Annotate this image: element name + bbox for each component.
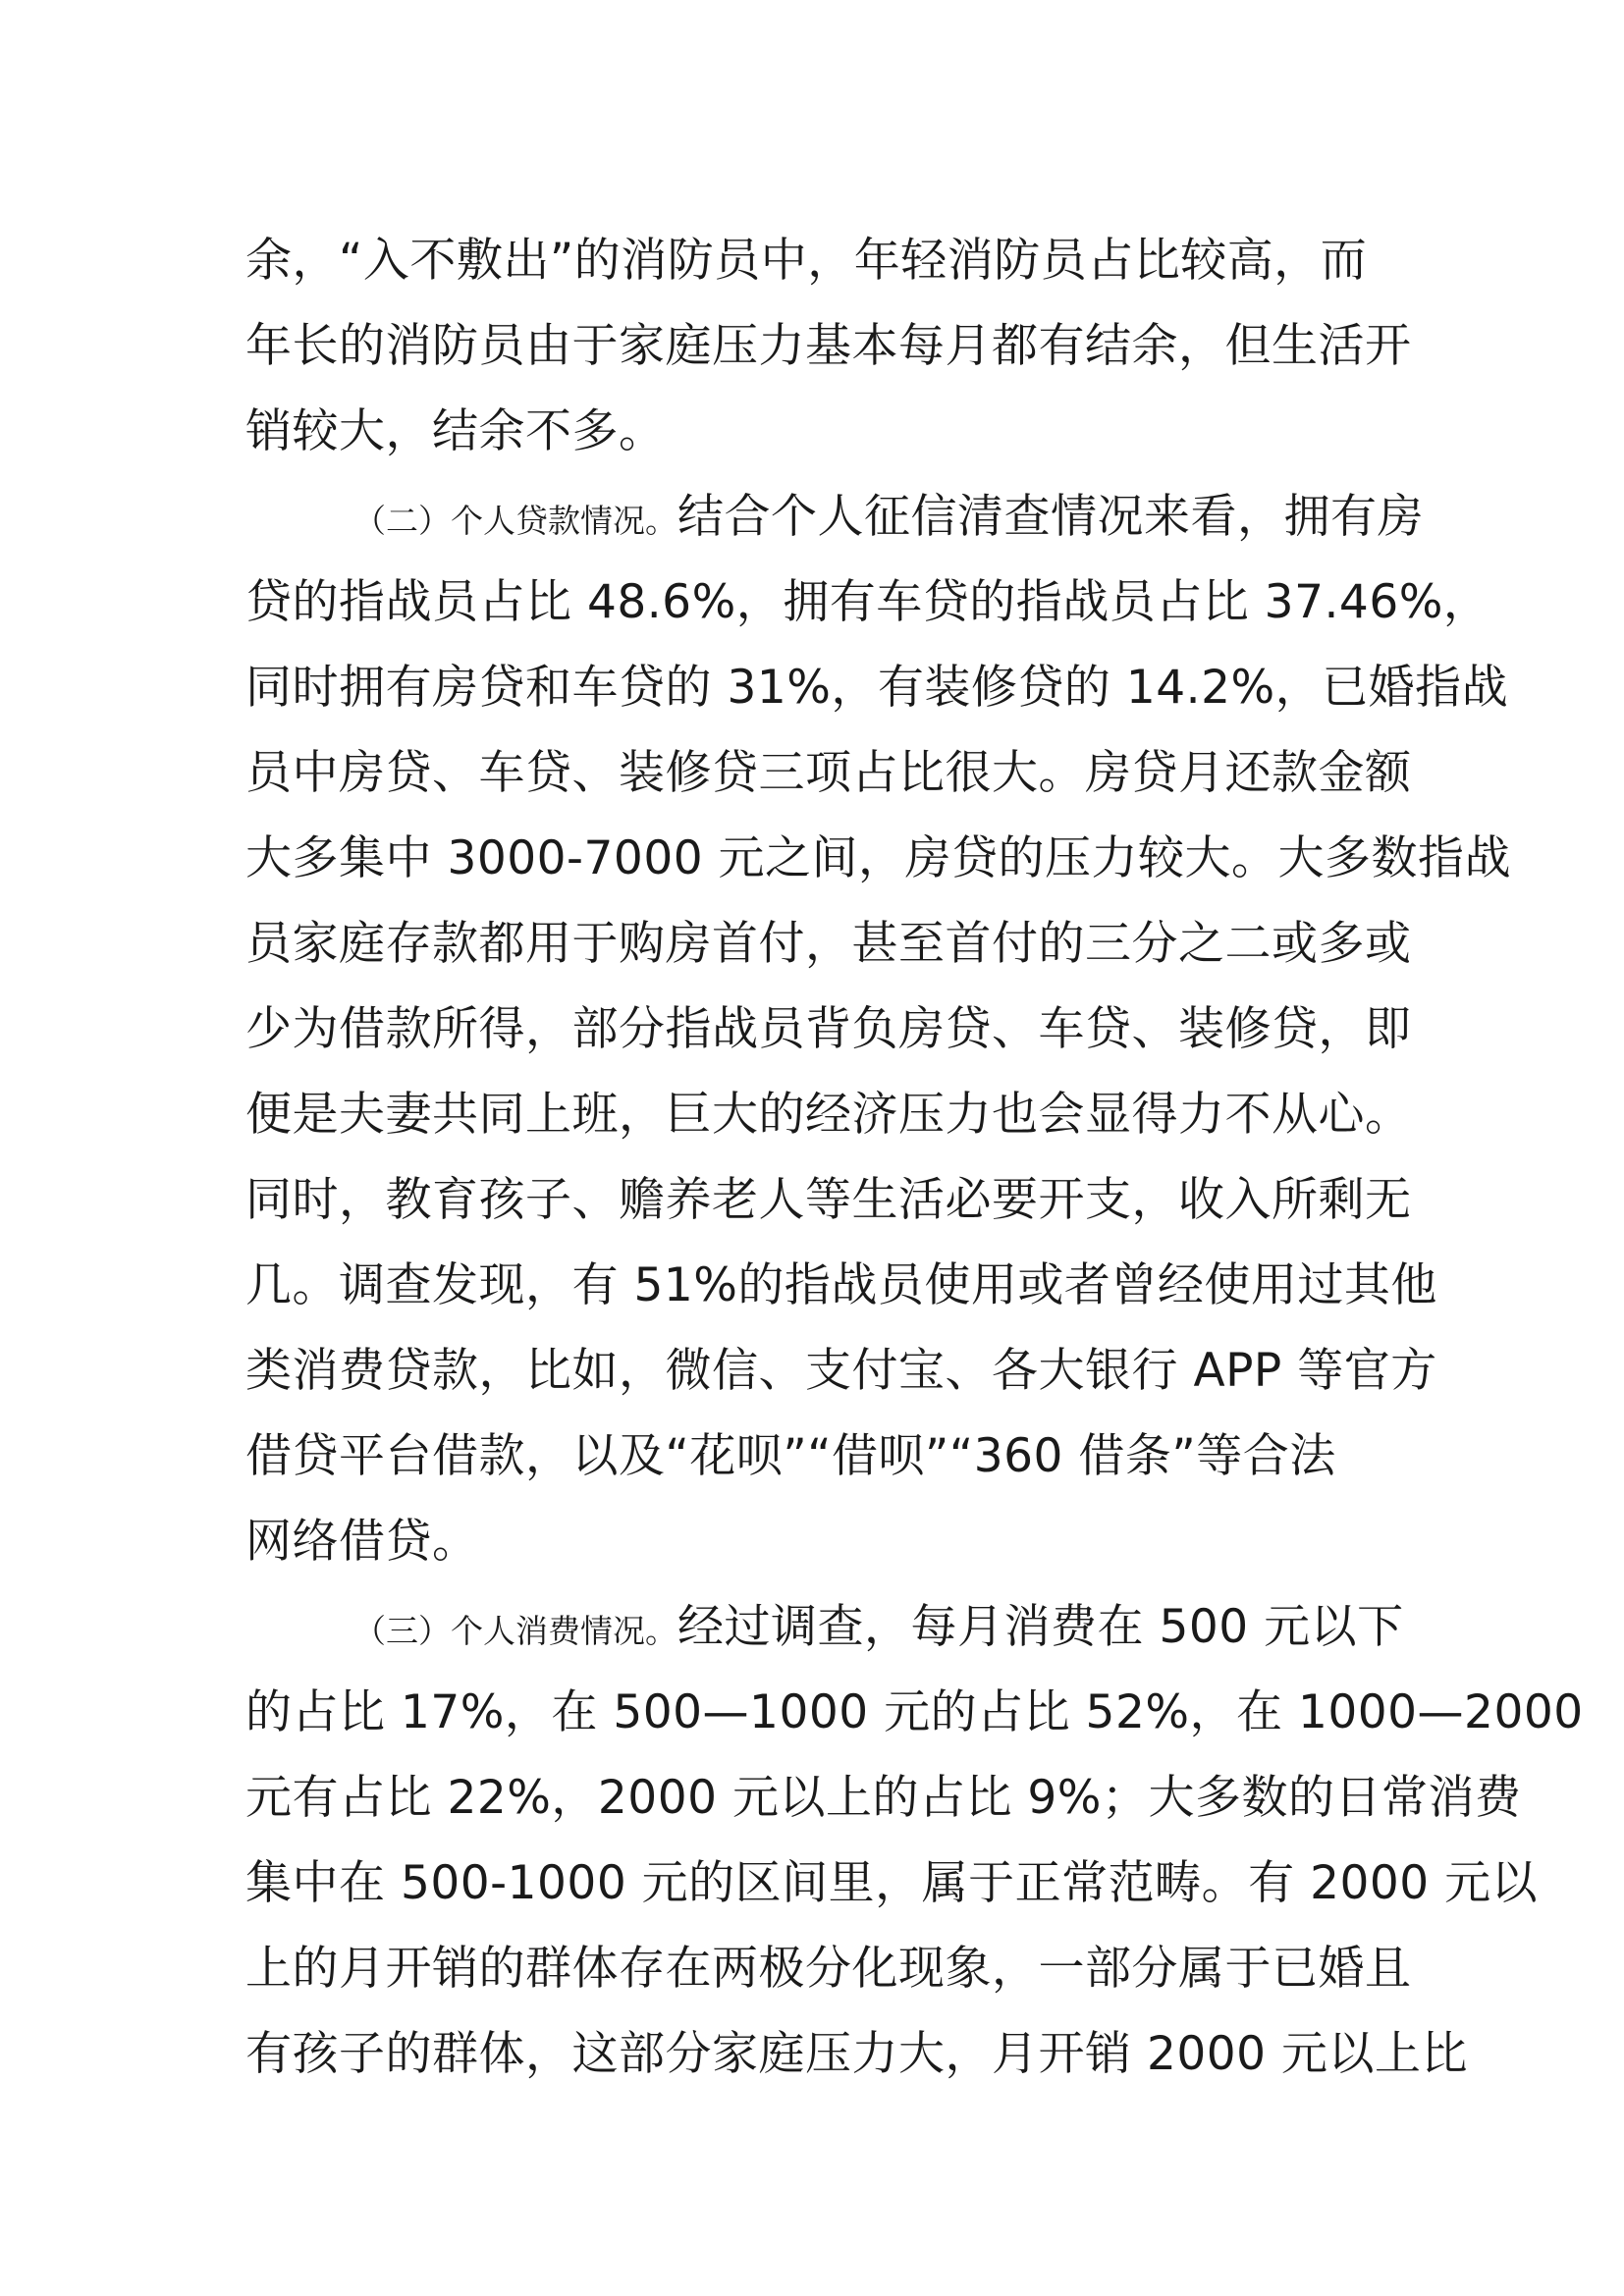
- text-run: 结合个人征信清查情况来看，拥有房: [677, 490, 1424, 544]
- section-heading: （三）个人消费情况。: [353, 1612, 677, 1650]
- paragraph-first-line: [245, 474, 1424, 560]
- text-line: 年长的消防员由于家庭压力基本每月都有结余，但生活开: [245, 319, 1412, 373]
- text-run: 经过调查，每月消费在 500 元以下: [677, 1600, 1404, 1654]
- text-line: 大多集中 3000-7000 元之间，房贷的压力较大。大多数指战: [245, 831, 1512, 885]
- text-line: 集中在 500-1000 元的区间里，属于正常范畴。有 2000 元以: [245, 1856, 1539, 1910]
- text-line: 余，“入不敷出”的消防员中，年轻消防员占比较高，而: [245, 234, 1368, 288]
- text-line: 元有占比 22%，2000 元以上的占比 9%；大多数的日常消费: [245, 1771, 1522, 1825]
- paragraph-2: [245, 474, 1512, 1584]
- text-line: 销较大，结余不多。: [245, 404, 666, 458]
- text-line: 类消费贷款，比如，微信、支付宝、各大银行 APP 等官方: [245, 1344, 1437, 1398]
- paragraph-first-line: [245, 1584, 1404, 1670]
- section-heading: （二）个人贷款情况。: [353, 502, 677, 540]
- text-line: 同时，教育孩子、赡养老人等生活必要开支，收入所剩无: [245, 1173, 1412, 1227]
- text-line: 几。调查发现，有 51%的指战员使用或者曾经使用过其他: [245, 1258, 1437, 1312]
- document-body: [245, 218, 1584, 2097]
- text-line: 贷的指战员占比 48.6%，拥有车贷的指战员占比 37.46%，: [245, 575, 1490, 629]
- text-line: 有孩子的群体，这部分家庭压力大，月开销 2000 元以上比: [245, 2027, 1468, 2081]
- text-line: 借贷平台借款，以及“花呗”“借呗”“360 借条”等合法: [245, 1429, 1336, 1483]
- text-line: 少为借款所得，部分指战员背负房贷、车贷、装修贷，即: [245, 1002, 1412, 1056]
- text-line: 网络借贷。: [245, 1515, 479, 1569]
- text-line: 便是夫妻共同上班，巨大的经济压力也会显得力不从心。: [245, 1088, 1412, 1142]
- text-line: 上的月开销的群体存在两极分化现象，一部分属于已婚且: [245, 1942, 1412, 1996]
- text-line: 员中房贷、车贷、装修贷三项占比很大。房贷月还款金额: [245, 746, 1412, 800]
- text-line: 员家庭存款都用于购房首付，甚至首付的三分之二或多或: [245, 917, 1412, 971]
- text-line: 同时拥有房贷和车贷的 31%，有装修贷的 14.2%，已婚指战: [245, 661, 1509, 715]
- paragraph-3: [245, 1584, 1584, 2097]
- text-line: 的占比 17%，在 500—1000 元的占比 52%，在 1000—2000: [245, 1685, 1584, 1739]
- paragraph-1: [245, 218, 1412, 474]
